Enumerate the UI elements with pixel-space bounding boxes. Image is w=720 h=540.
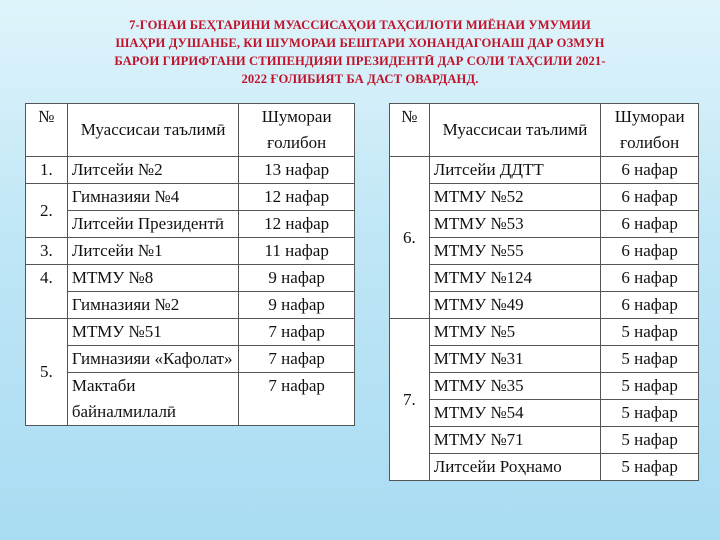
school-name: Литсейи Роҳнамо xyxy=(429,454,600,481)
table-row xyxy=(390,238,699,265)
table-row xyxy=(390,319,699,346)
school-name: МТМУ №52 xyxy=(429,184,600,211)
school-name: МТМУ №124 xyxy=(429,265,600,292)
school-name: Мактаби байналмилалӣ xyxy=(67,373,238,426)
table-row xyxy=(390,427,699,454)
header-school: Муассисаи таълимӣ xyxy=(67,104,238,157)
winner-count: 5 нафар xyxy=(601,400,699,427)
winner-count: 12 нафар xyxy=(239,184,355,211)
table-row xyxy=(390,292,699,319)
school-name: МТМУ №5 xyxy=(429,319,600,346)
page-title xyxy=(20,16,700,88)
title-line: 7-ГОНАИ БЕҲТАРИНИ МУАССИСАҲОИ ТАҲСИЛОТИ МИЁНАИ УМУМИИ xyxy=(129,18,591,32)
header-row xyxy=(390,104,699,157)
school-name: МТМУ №8 xyxy=(67,265,238,292)
school-name: Литсейи Президентӣ xyxy=(67,211,238,238)
winner-count: 6 нафар xyxy=(601,292,699,319)
header-winners: Шумораи ғолибон xyxy=(239,104,355,157)
table-row xyxy=(26,184,355,211)
school-name: Гимназияи «Кафолат» xyxy=(67,346,238,373)
school-name: Литсейи ДДТТ xyxy=(429,157,600,184)
winner-count: 5 нафар xyxy=(601,454,699,481)
winner-count: 5 нафар xyxy=(601,373,699,400)
header-school: Муассисаи таълимӣ xyxy=(429,104,600,157)
row-num: 3. xyxy=(26,238,68,265)
winner-count: 5 нафар xyxy=(601,346,699,373)
table-row xyxy=(390,400,699,427)
row-num: 4. xyxy=(26,265,68,319)
row-num: 5. xyxy=(26,319,68,426)
winner-count: 6 нафар xyxy=(601,184,699,211)
table-row xyxy=(26,319,355,346)
school-name: МТМУ №49 xyxy=(429,292,600,319)
table-row xyxy=(390,373,699,400)
winner-count: 7 нафар xyxy=(239,373,355,426)
school-name: Гимназияи №4 xyxy=(67,184,238,211)
table-row xyxy=(26,238,355,265)
winner-count: 6 нафар xyxy=(601,238,699,265)
winner-count: 5 нафар xyxy=(601,319,699,346)
title-line: 2022 ҒОЛИБИЯТ БА ДАСТ ОВАРДАНД. xyxy=(241,72,479,86)
table-row xyxy=(390,184,699,211)
school-name: МТМУ №51 xyxy=(67,319,238,346)
header-num: № xyxy=(390,104,430,157)
winner-count: 7 нафар xyxy=(239,346,355,373)
table-row xyxy=(390,265,699,292)
school-name: МТМУ №53 xyxy=(429,211,600,238)
table-row xyxy=(390,211,699,238)
table-row xyxy=(26,211,355,238)
table-row xyxy=(390,157,699,184)
winner-count: 6 нафар xyxy=(601,211,699,238)
school-name: Литсейи №1 xyxy=(67,238,238,265)
table-row xyxy=(26,373,355,426)
school-name: Литсейи №2 xyxy=(67,157,238,184)
winner-count: 11 нафар xyxy=(239,238,355,265)
table-row xyxy=(390,454,699,481)
winner-count: 13 нафар xyxy=(239,157,355,184)
school-name: МТМУ №35 xyxy=(429,373,600,400)
table-row xyxy=(26,346,355,373)
header-winners: Шумораи ғолибон xyxy=(601,104,699,157)
table-row xyxy=(26,157,355,184)
left-table xyxy=(25,103,355,426)
row-num: 2. xyxy=(26,184,68,238)
row-num: 6. xyxy=(390,157,430,319)
row-num: 7. xyxy=(390,319,430,481)
table-row xyxy=(26,265,355,292)
school-name: МТМУ №71 xyxy=(429,427,600,454)
title-line: ШАҲРИ ДУШАНБЕ, КИ ШУМОРАИ БЕШТАРИ ХОНАНДАГОНАШ ДАР ОЗМУН xyxy=(115,36,605,50)
table-row xyxy=(390,346,699,373)
winner-count: 6 нафар xyxy=(601,157,699,184)
winner-count: 12 нафар xyxy=(239,211,355,238)
winner-count: 6 нафар xyxy=(601,265,699,292)
winner-count: 9 нафар xyxy=(239,292,355,319)
school-name: Гимназияи №2 xyxy=(67,292,238,319)
table-row xyxy=(26,292,355,319)
title-line: БАРОИ ГИРИФТАНИ СТИПЕНДИЯИ ПРЕЗИДЕНТӢ ДАР СОЛИ ТАҲСИЛИ 2021- xyxy=(114,54,606,68)
row-num: 1. xyxy=(26,157,68,184)
header-row xyxy=(26,104,355,157)
winner-count: 9 нафар xyxy=(239,265,355,292)
right-table xyxy=(389,103,699,481)
winner-count: 7 нафар xyxy=(239,319,355,346)
school-name: МТМУ №31 xyxy=(429,346,600,373)
school-name: МТМУ №55 xyxy=(429,238,600,265)
school-name: МТМУ №54 xyxy=(429,400,600,427)
winner-count: 5 нафар xyxy=(601,427,699,454)
header-num: № xyxy=(26,104,68,157)
